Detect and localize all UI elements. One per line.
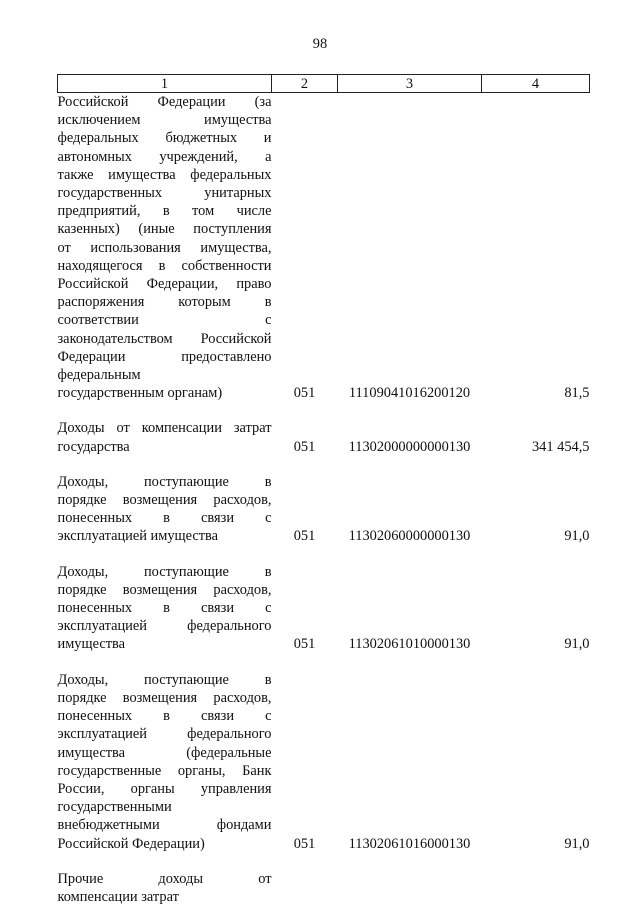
- description-line: Российской Федерации (за: [58, 93, 272, 111]
- row-amount: 81,5: [482, 93, 590, 403]
- row-description: [58, 419, 272, 455]
- description-line: эксплуатацией имущества: [58, 527, 272, 545]
- description-line: внебюджетными фондами: [58, 816, 272, 834]
- header-row: [58, 75, 590, 93]
- row-budget-code: [338, 870, 482, 906]
- table-row: [58, 473, 590, 546]
- row-description: [58, 563, 272, 654]
- description-line: имущества: [58, 635, 272, 653]
- row-description: [58, 870, 272, 906]
- description-line: Доходы, поступающие в: [58, 671, 272, 689]
- income-table: [57, 74, 590, 906]
- table-row: [58, 563, 590, 654]
- description-line: казенных) (иные поступления: [58, 220, 272, 238]
- description-line: автономных учреждений, а: [58, 148, 272, 166]
- description-line: Доходы от компенсации затрат: [58, 419, 272, 437]
- description-line: государственным органам): [58, 384, 272, 402]
- row-admin-code: 051: [272, 93, 338, 403]
- table-row: [58, 93, 590, 403]
- table-row: [58, 870, 590, 906]
- row-spacer: [58, 402, 590, 419]
- description-line: порядке возмещения расходов,: [58, 689, 272, 707]
- description-line: имущества (федеральные: [58, 744, 272, 762]
- description-line: федеральных бюджетных и: [58, 129, 272, 147]
- row-description: [58, 671, 272, 853]
- row-budget-code: 11302061016000130: [338, 671, 482, 853]
- row-spacer: [58, 853, 590, 870]
- description-line: порядке возмещения расходов,: [58, 581, 272, 599]
- header-col-3: 3: [338, 75, 482, 93]
- description-line: компенсации затрат: [58, 888, 272, 906]
- table-row: [58, 671, 590, 853]
- row-amount: 91,0: [482, 563, 590, 654]
- description-line: распоряжения которым в: [58, 293, 272, 311]
- row-amount: 91,0: [482, 473, 590, 546]
- description-line: России, органы управления: [58, 780, 272, 798]
- row-budget-code: 11302061010000130: [338, 563, 482, 654]
- row-admin-code: 051: [272, 419, 338, 455]
- page-number: 98: [0, 35, 640, 53]
- row-spacer: [58, 546, 590, 563]
- description-line: порядке возмещения расходов,: [58, 491, 272, 509]
- description-line: государственные органы, Банк: [58, 762, 272, 780]
- description-line: Российской Федерации): [58, 835, 272, 853]
- description-line: предприятий, в том числе: [58, 202, 272, 220]
- header-col-2: 2: [272, 75, 338, 93]
- row-amount: [482, 870, 590, 906]
- description-line: также имущества федеральных: [58, 166, 272, 184]
- description-line: Прочие доходы от: [58, 870, 272, 888]
- row-admin-code: 051: [272, 473, 338, 546]
- description-line: эксплуатацией федерального: [58, 617, 272, 635]
- description-line: понесенных в связи с: [58, 599, 272, 617]
- description-line: находящегося в собственности: [58, 257, 272, 275]
- description-line: понесенных в связи с: [58, 509, 272, 527]
- description-line: эксплуатацией федерального: [58, 725, 272, 743]
- row-budget-code: 11302060000000130: [338, 473, 482, 546]
- description-line: исключением имущества: [58, 111, 272, 129]
- row-spacer: [58, 654, 590, 671]
- header-col-4: 4: [482, 75, 590, 93]
- description-line: соответствии с: [58, 311, 272, 329]
- header-col-1: 1: [58, 75, 272, 93]
- description-line: законодательством Российской: [58, 330, 272, 348]
- description-line: понесенных в связи с: [58, 707, 272, 725]
- description-line: государственными: [58, 798, 272, 816]
- row-amount: 341 454,5: [482, 419, 590, 455]
- row-description: [58, 93, 272, 403]
- description-line: государства: [58, 438, 272, 456]
- description-line: Российской Федерации, право: [58, 275, 272, 293]
- row-spacer: [58, 456, 590, 473]
- description-line: Доходы, поступающие в: [58, 563, 272, 581]
- table-body: [58, 93, 590, 906]
- description-line: от использования имущества,: [58, 239, 272, 257]
- row-admin-code: 051: [272, 563, 338, 654]
- row-budget-code: 11109041016200120: [338, 93, 482, 403]
- description-line: федеральным: [58, 366, 272, 384]
- row-description: [58, 473, 272, 546]
- row-admin-code: 051: [272, 671, 338, 853]
- row-admin-code: [272, 870, 338, 906]
- description-line: Федерации предоставлено: [58, 348, 272, 366]
- description-line: государственных унитарных: [58, 184, 272, 202]
- table-row: [58, 419, 590, 455]
- row-budget-code: 11302000000000130: [338, 419, 482, 455]
- row-amount: 91,0: [482, 671, 590, 853]
- description-line: Доходы, поступающие в: [58, 473, 272, 491]
